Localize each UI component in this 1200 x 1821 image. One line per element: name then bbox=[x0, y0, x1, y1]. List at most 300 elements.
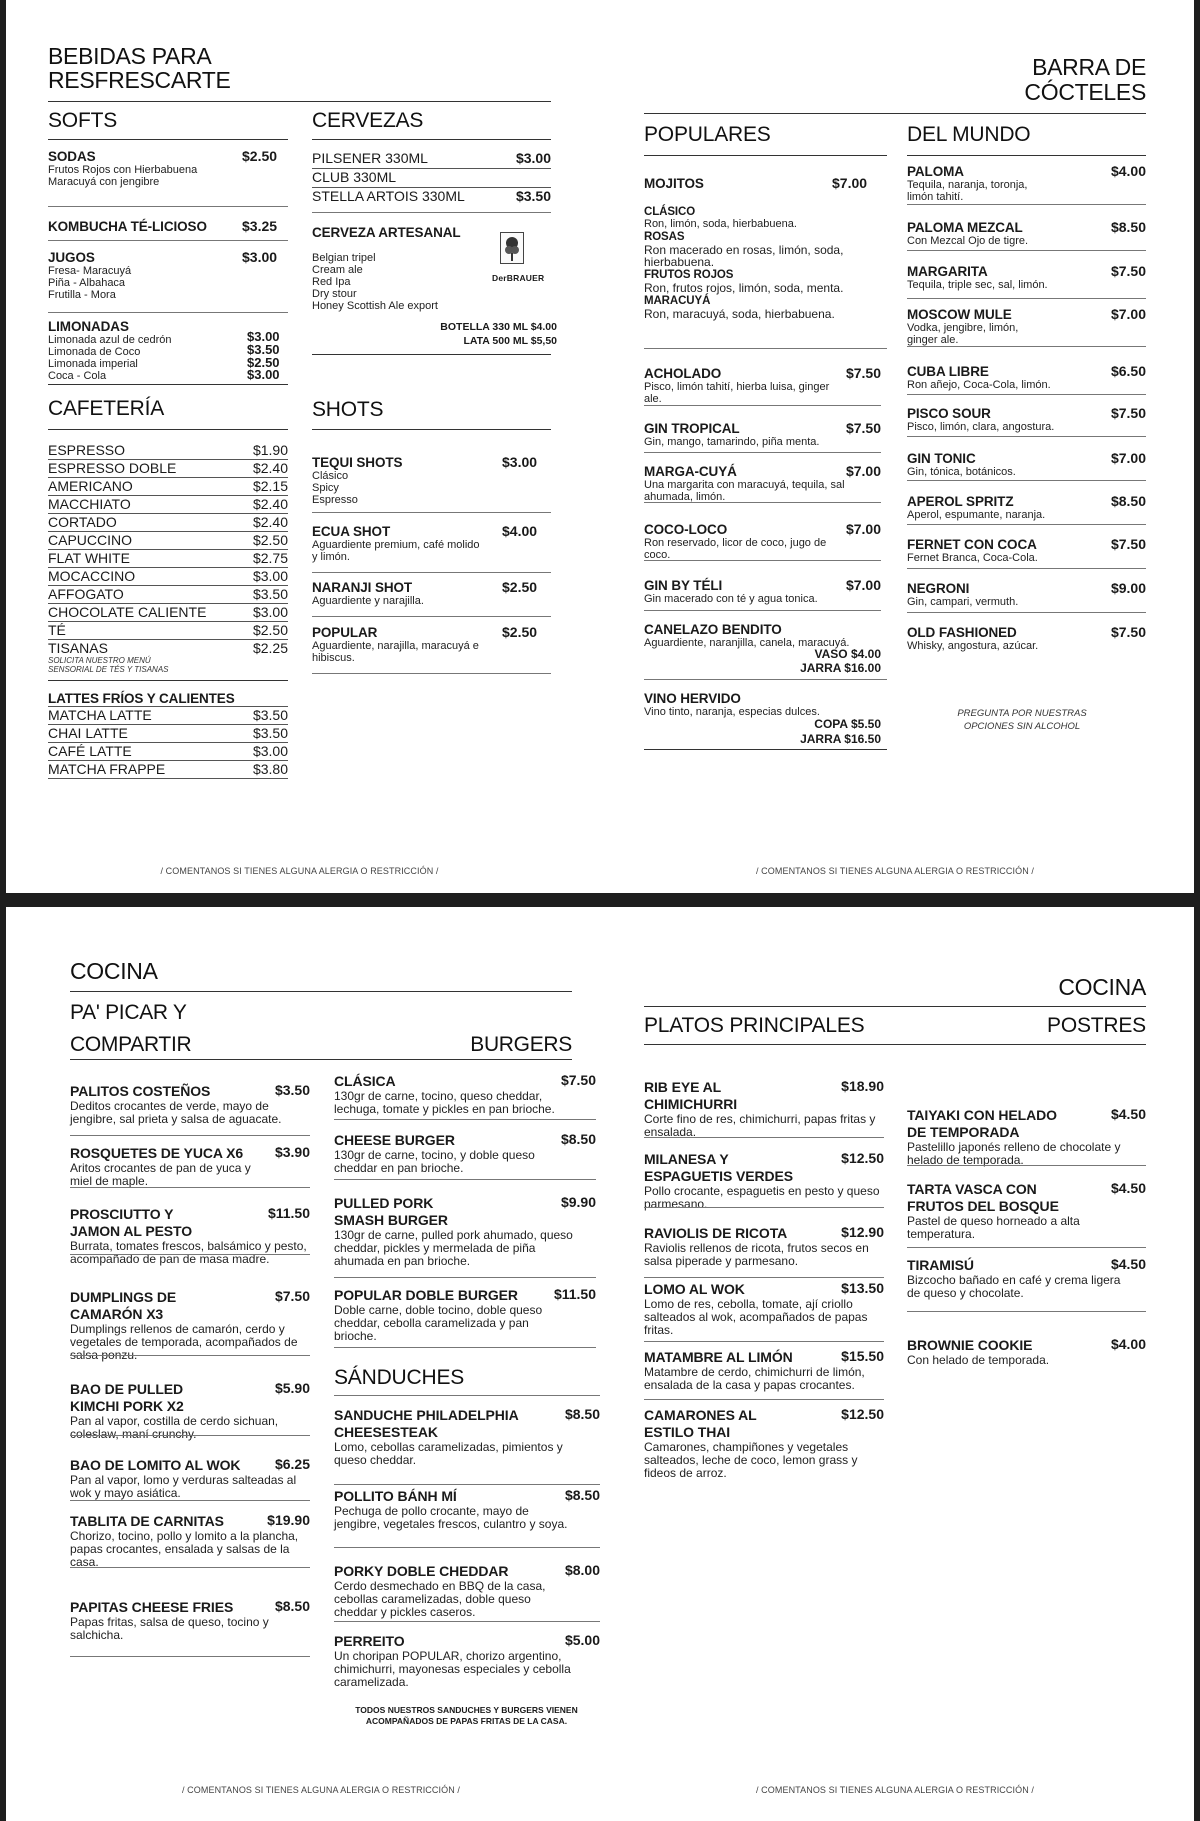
item-desc: Aguardiente y narajilla. bbox=[312, 595, 424, 607]
item-desc: Papas fritas, salsa de queso, tocino y bbox=[70, 1615, 269, 1629]
divider bbox=[48, 101, 551, 102]
item-name: AMERICANO bbox=[48, 478, 133, 494]
principales-heading: PLATOS PRINCIPALES bbox=[644, 1014, 865, 1037]
item-desc: salteados al wok, acompañados de papas bbox=[644, 1310, 868, 1324]
hop-icon bbox=[501, 233, 523, 263]
divider bbox=[907, 1247, 1146, 1248]
picar-heading-line2: COMPARTIR bbox=[70, 1033, 192, 1056]
item-desc: hierbabuena. bbox=[644, 255, 715, 269]
item-price: $12.90 bbox=[841, 1224, 884, 1240]
item-name: SANDUCHE PHILADELPHIA bbox=[334, 1407, 519, 1423]
item-name: LOMO AL WOK bbox=[644, 1281, 745, 1297]
divider bbox=[334, 1277, 596, 1278]
item-price: $2.15 bbox=[252, 478, 288, 494]
menu-item bbox=[907, 1181, 1146, 1241]
item-price: $8.50 bbox=[1110, 219, 1146, 235]
lattes-list bbox=[48, 706, 288, 779]
item-desc: y limón. bbox=[312, 551, 350, 563]
divider bbox=[907, 480, 1146, 481]
jarra-price: JARRA $16.00 bbox=[800, 661, 881, 675]
item-name: POPULAR DOBLE BURGER bbox=[334, 1287, 518, 1303]
no-alcohol-note: PREGUNTA POR NUESTRAS bbox=[957, 708, 1087, 719]
divider bbox=[312, 354, 551, 355]
divider bbox=[70, 1435, 310, 1436]
item-desc: Una margarita con maracuyá, tequila, sal bbox=[644, 479, 845, 491]
item-name: SMASH BURGER bbox=[334, 1212, 448, 1228]
divider bbox=[907, 346, 1146, 347]
item-desc: Aritos crocantes de pan de yuca y bbox=[70, 1161, 251, 1175]
variant-name: CLÁSICO bbox=[644, 206, 696, 218]
list-item bbox=[48, 514, 288, 532]
divider bbox=[644, 452, 881, 453]
item-desc: Camarones, champiñones y vegetales bbox=[644, 1440, 849, 1454]
item-name: RIB EYE AL bbox=[644, 1079, 722, 1095]
cafeteria-note: SOLICITA NUESTRO MENÚ bbox=[48, 656, 151, 665]
item-desc: cheddar, cebolla caramelizada y pan bbox=[334, 1316, 529, 1330]
item-desc: Tequila, naranja, toronja, bbox=[907, 179, 1028, 191]
list-item bbox=[48, 478, 288, 496]
menu-item bbox=[334, 1488, 600, 1531]
divider bbox=[70, 1500, 310, 1501]
menu-item bbox=[907, 581, 1146, 608]
divider bbox=[48, 312, 288, 313]
divider bbox=[48, 139, 288, 140]
item-desc: salteados, leche de coco, lemon grass y bbox=[644, 1453, 858, 1467]
item-desc: Pisco, limón tahití, hierba luisa, ginger bbox=[644, 381, 830, 393]
item-name: POLLITO BÁNH MÍ bbox=[334, 1488, 457, 1504]
item-price: $19.90 bbox=[267, 1512, 310, 1528]
divider bbox=[644, 1137, 884, 1138]
menu-item bbox=[70, 1599, 310, 1642]
item-name: ROSQUETES DE YUCA X6 bbox=[70, 1145, 244, 1161]
divider bbox=[907, 524, 1146, 525]
item-desc: Pisco, limón, clara, angostura. bbox=[907, 421, 1055, 433]
divider bbox=[644, 749, 887, 750]
item-name: MOJITOS bbox=[644, 176, 704, 191]
item-desc: helado de temporada. bbox=[907, 1153, 1024, 1167]
item-desc: Aguardiente premium, café molido bbox=[312, 539, 480, 551]
item-price: $3.00 bbox=[252, 604, 288, 620]
cocktails-title-line2: CÓCTELES bbox=[1024, 79, 1146, 105]
item-price: $3.00 bbox=[247, 329, 280, 344]
softs-heading: SOFTS bbox=[48, 109, 118, 132]
sanduches-heading: SÁNDUCHES bbox=[334, 1366, 465, 1389]
divider bbox=[48, 206, 288, 207]
item-price: $4.50 bbox=[1110, 1180, 1146, 1196]
menu-item bbox=[907, 220, 1146, 247]
item-price: $7.00 bbox=[845, 577, 881, 593]
divider bbox=[334, 1119, 596, 1120]
item-name: PORKY DOBLE CHEDDAR bbox=[334, 1563, 509, 1579]
item-desc: Lomo, cebollas caramelizadas, pimientos y bbox=[334, 1440, 563, 1454]
item-desc: Limonada de Coco bbox=[48, 346, 141, 358]
item-desc: Piña - Albahaca bbox=[48, 277, 126, 289]
item-desc: ahumada en pan brioche. bbox=[334, 1254, 471, 1268]
item-desc: Limonada azul de cedrón bbox=[48, 334, 172, 346]
item-desc: cheddar y pickles caseros. bbox=[334, 1605, 476, 1619]
item-desc: jengibre, sal prieta y salsa de aguacate. bbox=[70, 1112, 282, 1126]
item-name: KOMBUCHA TÉ-LICIOSO bbox=[48, 219, 207, 234]
item-desc: jengibre, vegetales frescos, culantro y soya. bbox=[334, 1517, 568, 1531]
divider bbox=[334, 1395, 600, 1396]
divider bbox=[644, 1044, 1146, 1045]
item-desc: wok y mayo asiática. bbox=[70, 1486, 181, 1500]
item-price: $3.00 bbox=[252, 568, 288, 584]
menu-item bbox=[644, 578, 881, 605]
item-desc: 130gr de carne, pulled pork ahumado, queso bbox=[334, 1228, 573, 1242]
item-price: $4.00 bbox=[1110, 1336, 1146, 1352]
lata-price: LATA 500 ML $5,50 bbox=[463, 335, 557, 347]
item-desc: Gin, tónica, botánicos. bbox=[907, 466, 1016, 478]
list-item bbox=[312, 150, 551, 169]
item-desc: Pan al vapor, lomo y verduras salteadas al bbox=[70, 1473, 297, 1487]
menu-item bbox=[644, 1349, 884, 1392]
divider bbox=[312, 429, 551, 430]
item-desc: Con helado de temporada. bbox=[907, 1353, 1050, 1367]
item-name: CORTADO bbox=[48, 514, 117, 530]
shots-heading: SHOTS bbox=[312, 398, 384, 421]
brewery-logo-icon bbox=[500, 232, 524, 264]
divider bbox=[644, 405, 881, 406]
item-desc: ginger ale. bbox=[907, 334, 959, 347]
item-name: BROWNIE COOKIE bbox=[907, 1337, 1033, 1353]
item-desc: Cream ale bbox=[312, 264, 363, 276]
item-name: BAO DE LOMITO AL WOK bbox=[70, 1457, 241, 1473]
item-name: ECUA SHOT bbox=[312, 524, 391, 539]
item-price: $8.50 bbox=[564, 1487, 600, 1503]
item-name: PILSENER 330ML bbox=[312, 150, 428, 166]
menu-item bbox=[644, 522, 881, 561]
item-price: $3.00 bbox=[502, 454, 538, 470]
item-name: ACHOLADO bbox=[644, 366, 722, 381]
item-price: $9.90 bbox=[560, 1194, 596, 1210]
item-desc: salsa piperade y parmesano. bbox=[644, 1254, 799, 1268]
item-desc: Gin macerado con té y agua tonica. bbox=[644, 593, 818, 605]
item-desc: Coca - Cola bbox=[48, 370, 107, 382]
menu-item bbox=[907, 364, 1146, 391]
item-desc: cebollas caramelizadas, doble queso bbox=[334, 1592, 531, 1606]
item-name: CANELAZO BENDITO bbox=[644, 622, 782, 637]
item-desc: Whisky, angostura, azúcar. bbox=[907, 640, 1039, 652]
allergy-footer: / COMENTANOS SI TIENES ALGUNA ALERGIA O RESTRICCIÓN / bbox=[160, 866, 439, 876]
item-name: CHAI LATTE bbox=[48, 725, 128, 741]
item-name: FERNET CON COCA bbox=[907, 537, 1037, 552]
botella-price: BOTELLA 330 ML $4.00 bbox=[440, 321, 557, 333]
item-price: $8.00 bbox=[564, 1562, 600, 1578]
divider bbox=[70, 991, 572, 992]
allergy-footer: / COMENTANOS SI TIENES ALGUNA ALERGIA O RESTRICCIÓN / bbox=[755, 1785, 1035, 1795]
item-price: $13.50 bbox=[841, 1280, 884, 1296]
item-name: CHEESESTEAK bbox=[334, 1424, 438, 1440]
item-desc: lechuga, tomate y pickles en pan brioche. bbox=[334, 1102, 555, 1116]
item-desc: Doble carne, doble tocino, doble queso bbox=[334, 1303, 543, 1317]
item-desc: Ron macerado en rosas, limón, soda, bbox=[644, 243, 844, 257]
item-desc: Lomo de res, cebolla, tomate, ají criollo bbox=[644, 1297, 853, 1311]
menu-item bbox=[70, 1083, 310, 1126]
divider bbox=[907, 436, 1146, 437]
item-desc: Burrata, tomates frescos, balsámico y pesto, bbox=[70, 1239, 307, 1253]
item-name: CAMARÓN X3 bbox=[70, 1306, 164, 1322]
mundo-heading: DEL MUNDO bbox=[907, 123, 1031, 146]
item-desc: limón tahití. bbox=[907, 191, 964, 204]
list-item bbox=[48, 550, 288, 568]
item-price: $7.00 bbox=[845, 521, 881, 537]
divider bbox=[48, 384, 288, 385]
item-name: TÉ bbox=[48, 622, 66, 638]
item-desc: queso cheddar. bbox=[334, 1453, 417, 1467]
divider bbox=[312, 139, 551, 140]
drinks-title-line1: BEBIDAS PARA bbox=[48, 43, 212, 69]
sanduches-note: ACOMPAÑADOS DE PAPAS FRITAS DE LA CASA. bbox=[365, 1716, 568, 1726]
divider bbox=[644, 679, 887, 680]
menu-item bbox=[907, 1337, 1146, 1367]
cocktails-title-line1: BARRA DE bbox=[1032, 54, 1146, 80]
item-name: CHIMICHURRI bbox=[644, 1096, 738, 1112]
divider bbox=[907, 250, 1146, 251]
item-name: AFFOGATO bbox=[48, 586, 124, 602]
item-price: $7.50 bbox=[845, 365, 881, 381]
item-name: TEQUI SHOTS bbox=[312, 455, 403, 470]
divider bbox=[70, 1254, 310, 1255]
item-price: $3.50 bbox=[515, 188, 551, 204]
item-desc: Dumplings rellenos de camarón, cerdo y bbox=[70, 1322, 285, 1336]
item-name: OLD FASHIONED bbox=[907, 625, 1017, 640]
item-desc: ensalada de la casa y papas crocantes. bbox=[644, 1378, 855, 1392]
item-name: RAVIOLIS DE RICOTA bbox=[644, 1225, 788, 1241]
item-desc: salsa ponzu. bbox=[70, 1348, 138, 1362]
item-desc: parmesano. bbox=[644, 1197, 708, 1211]
cafeteria-list bbox=[48, 442, 288, 657]
item-price: $2.50 bbox=[252, 532, 288, 548]
item-name: MATCHA FRAPPE bbox=[48, 761, 166, 777]
item-price: $8.50 bbox=[1110, 493, 1146, 509]
item-desc: Gin, campari, vermuth. bbox=[907, 596, 1019, 608]
item-price: $7.50 bbox=[1110, 624, 1146, 640]
item-name: MOCACCINO bbox=[48, 568, 136, 584]
item-desc: Fresa- Maracuyá bbox=[48, 265, 132, 277]
item-price: $7.50 bbox=[1110, 263, 1146, 279]
menu-item bbox=[907, 625, 1146, 652]
item-desc: Frutilla - Mora bbox=[48, 289, 116, 301]
menu-item bbox=[334, 1195, 596, 1268]
cafeteria-note: SENSORIAL DE TÉS Y TISANAS bbox=[48, 665, 169, 674]
item-name: DE TEMPORADA bbox=[907, 1124, 1020, 1140]
divider bbox=[644, 1006, 1146, 1007]
item-desc: Pan al vapor, costilla de cerdo sichuan, bbox=[70, 1414, 279, 1428]
item-price: $7.50 bbox=[274, 1288, 310, 1304]
list-item bbox=[48, 532, 288, 550]
item-desc: Aguardiente, naranjilla, canela, maracuyá. bbox=[644, 637, 850, 649]
list-item bbox=[48, 640, 288, 657]
variant-name: ROSAS bbox=[644, 231, 685, 243]
menu-item bbox=[907, 406, 1146, 433]
cervezas-list bbox=[312, 150, 551, 206]
item-desc: Red Ipa bbox=[312, 276, 351, 288]
jarra-price: JARRA $16.50 bbox=[800, 732, 881, 746]
food-title: COCINA bbox=[70, 958, 158, 984]
item-name: VINO HERVIDO bbox=[644, 691, 741, 706]
item-name: NARANJI SHOT bbox=[312, 580, 413, 595]
item-name: POPULAR bbox=[312, 625, 378, 640]
item-desc: Pastel de queso horneado a alta bbox=[907, 1214, 1080, 1228]
item-price: $2.25 bbox=[252, 640, 288, 656]
lattes-heading: LATTES FRÍOS Y CALIENTES bbox=[48, 691, 235, 706]
menu-item bbox=[334, 1563, 600, 1619]
item-desc: Maracuyá con jengibre bbox=[48, 176, 160, 188]
menu-item bbox=[644, 1407, 884, 1480]
item-desc: Ron, maracuyá, soda, hierbabuena. bbox=[644, 307, 835, 321]
item-name: ESPAGUETIS VERDES bbox=[644, 1168, 793, 1184]
item-desc: temperatura. bbox=[907, 1227, 976, 1241]
item-price: $12.50 bbox=[841, 1150, 884, 1166]
item-name: TARTA VASCA CON bbox=[907, 1181, 1037, 1197]
item-desc: Bizcocho bañado en café y crema ligera bbox=[907, 1273, 1121, 1287]
item-price: $11.50 bbox=[553, 1286, 596, 1302]
item-price: $7.00 bbox=[845, 463, 881, 479]
item-name: CAMARONES AL bbox=[644, 1407, 757, 1423]
item-desc: Gin, mango, tamarindo, piña menta. bbox=[644, 436, 820, 448]
item-name: CAPUCCINO bbox=[48, 532, 133, 548]
item-desc: Limonada imperial bbox=[48, 358, 138, 370]
item-price: $2.50 bbox=[502, 579, 538, 595]
item-desc: coleslaw, maní crunchy. bbox=[70, 1427, 197, 1441]
item-desc: Un choripan POPULAR, chorizo argentino, bbox=[334, 1649, 562, 1663]
item-price: $7.50 bbox=[1110, 536, 1146, 552]
list-item bbox=[48, 442, 288, 460]
item-price: $8.50 bbox=[274, 1598, 310, 1614]
divider bbox=[644, 1341, 884, 1342]
divider bbox=[48, 680, 288, 681]
item-desc: Ron reservado, licor de coco, jugo de bbox=[644, 537, 827, 549]
list-item bbox=[312, 188, 551, 206]
menu-item bbox=[70, 1206, 310, 1266]
postres-heading: POSTRES bbox=[1047, 1014, 1146, 1037]
item-desc: Pollo crocante, espaguetis en pesto y queso bbox=[644, 1184, 880, 1198]
menu-item bbox=[907, 264, 1146, 291]
item-name: BAO DE PULLED bbox=[70, 1381, 184, 1397]
item-desc: cheddar, pickles y mermelada de piña bbox=[334, 1241, 536, 1255]
item-price: $3.00 bbox=[515, 150, 551, 166]
divider bbox=[312, 512, 551, 513]
menu-item bbox=[334, 1287, 596, 1343]
item-name: GIN TONIC bbox=[907, 451, 976, 466]
divider bbox=[70, 1135, 310, 1136]
item-name: TIRAMISÚ bbox=[907, 1257, 974, 1273]
item-price: $3.90 bbox=[274, 1144, 310, 1160]
item-price: $7.50 bbox=[1110, 405, 1146, 421]
divider bbox=[70, 1187, 310, 1188]
item-name: MACCHIATO bbox=[48, 496, 131, 512]
item-desc: Matambre de cerdo, chimichurri de limón, bbox=[644, 1365, 865, 1379]
item-price: $18.90 bbox=[841, 1078, 884, 1094]
item-price: $2.50 bbox=[242, 148, 278, 164]
divider bbox=[334, 1484, 600, 1485]
item-name: PALOMA MEZCAL bbox=[907, 220, 1023, 235]
item-price: $6.25 bbox=[274, 1456, 310, 1472]
menu-item bbox=[644, 1151, 884, 1211]
item-name: CHOCOLATE CALIENTE bbox=[48, 604, 207, 620]
list-item bbox=[48, 496, 288, 514]
list-item bbox=[48, 604, 288, 622]
menu-item bbox=[644, 366, 881, 405]
item-name: SODAS bbox=[48, 149, 96, 164]
item-name: MOSCOW MULE bbox=[907, 307, 1012, 322]
variant-name: FRUTOS ROJOS bbox=[644, 269, 734, 281]
item-name: PAPITAS CHEESE FRIES bbox=[70, 1599, 234, 1615]
list-item bbox=[48, 706, 288, 725]
menu-item bbox=[70, 1513, 310, 1569]
item-price: $7.50 bbox=[845, 420, 881, 436]
item-price: $2.40 bbox=[252, 460, 288, 476]
divider bbox=[334, 1347, 596, 1348]
divider bbox=[644, 560, 881, 561]
menu-item bbox=[334, 1407, 600, 1467]
item-desc: Cerdo desmechado en BBQ de la casa, bbox=[334, 1579, 546, 1593]
divider bbox=[644, 1277, 884, 1278]
item-price: $8.50 bbox=[560, 1131, 596, 1147]
item-name: TABLITA DE CARNITAS bbox=[70, 1513, 224, 1529]
variant-name: MARACUYÁ bbox=[644, 295, 711, 307]
item-name: ESPRESSO bbox=[48, 442, 126, 458]
item-name: CERVEZA ARTESANAL bbox=[312, 225, 461, 240]
brewery-brand: DerBRAUER bbox=[492, 273, 545, 283]
item-name: JAMON AL PESTO bbox=[70, 1223, 193, 1239]
item-name: TISANAS bbox=[48, 640, 108, 656]
divider bbox=[312, 673, 551, 674]
item-price: $2.40 bbox=[252, 514, 288, 530]
divider bbox=[907, 204, 1146, 205]
item-desc: casa. bbox=[70, 1555, 99, 1569]
item-name: MATCHA LATTE bbox=[48, 707, 152, 723]
item-desc: brioche. bbox=[334, 1329, 377, 1343]
divider bbox=[70, 1656, 310, 1657]
item-name: CHEESE BURGER bbox=[334, 1132, 455, 1148]
menu-item bbox=[644, 1281, 884, 1337]
item-name: APEROL SPRITZ bbox=[907, 494, 1014, 509]
divider bbox=[70, 1355, 310, 1356]
item-price: $2.50 bbox=[247, 355, 280, 370]
divider bbox=[907, 298, 1146, 299]
item-name: GIN BY TÉLI bbox=[644, 578, 723, 593]
divider bbox=[907, 568, 1146, 569]
list-item bbox=[48, 725, 288, 743]
item-desc: 130gr de carne, tocino, queso cheddar, bbox=[334, 1089, 543, 1103]
item-desc: salchicha. bbox=[70, 1628, 124, 1642]
item-desc: acompañado de pan de masa madre. bbox=[70, 1252, 270, 1266]
divider bbox=[644, 113, 1146, 114]
item-price: $1.90 bbox=[252, 442, 288, 458]
item-desc: Ron, limón, soda, hierbabuena. bbox=[644, 218, 797, 230]
divider bbox=[907, 394, 1146, 395]
divider bbox=[70, 1567, 310, 1568]
drinks-menu-page bbox=[6, 0, 1194, 893]
divider bbox=[644, 502, 881, 503]
item-price: $3.25 bbox=[242, 218, 278, 234]
divider bbox=[334, 1179, 596, 1180]
divider bbox=[907, 1165, 1146, 1166]
burgers-heading: BURGERS bbox=[470, 1033, 572, 1056]
item-price: $2.40 bbox=[252, 496, 288, 512]
item-price: $7.00 bbox=[1110, 306, 1146, 322]
divider bbox=[644, 610, 881, 611]
item-name: MILANESA Y bbox=[644, 1151, 729, 1167]
item-name: DUMPLINGS DE bbox=[70, 1289, 177, 1305]
item-price: $7.00 bbox=[1110, 450, 1146, 466]
item-desc: 130gr de carne, tocino, y doble queso bbox=[334, 1148, 535, 1162]
item-desc: Tequila, triple sec, sal, limón. bbox=[907, 279, 1048, 291]
menu-item bbox=[334, 1132, 596, 1175]
item-price: $12.50 bbox=[841, 1406, 884, 1422]
